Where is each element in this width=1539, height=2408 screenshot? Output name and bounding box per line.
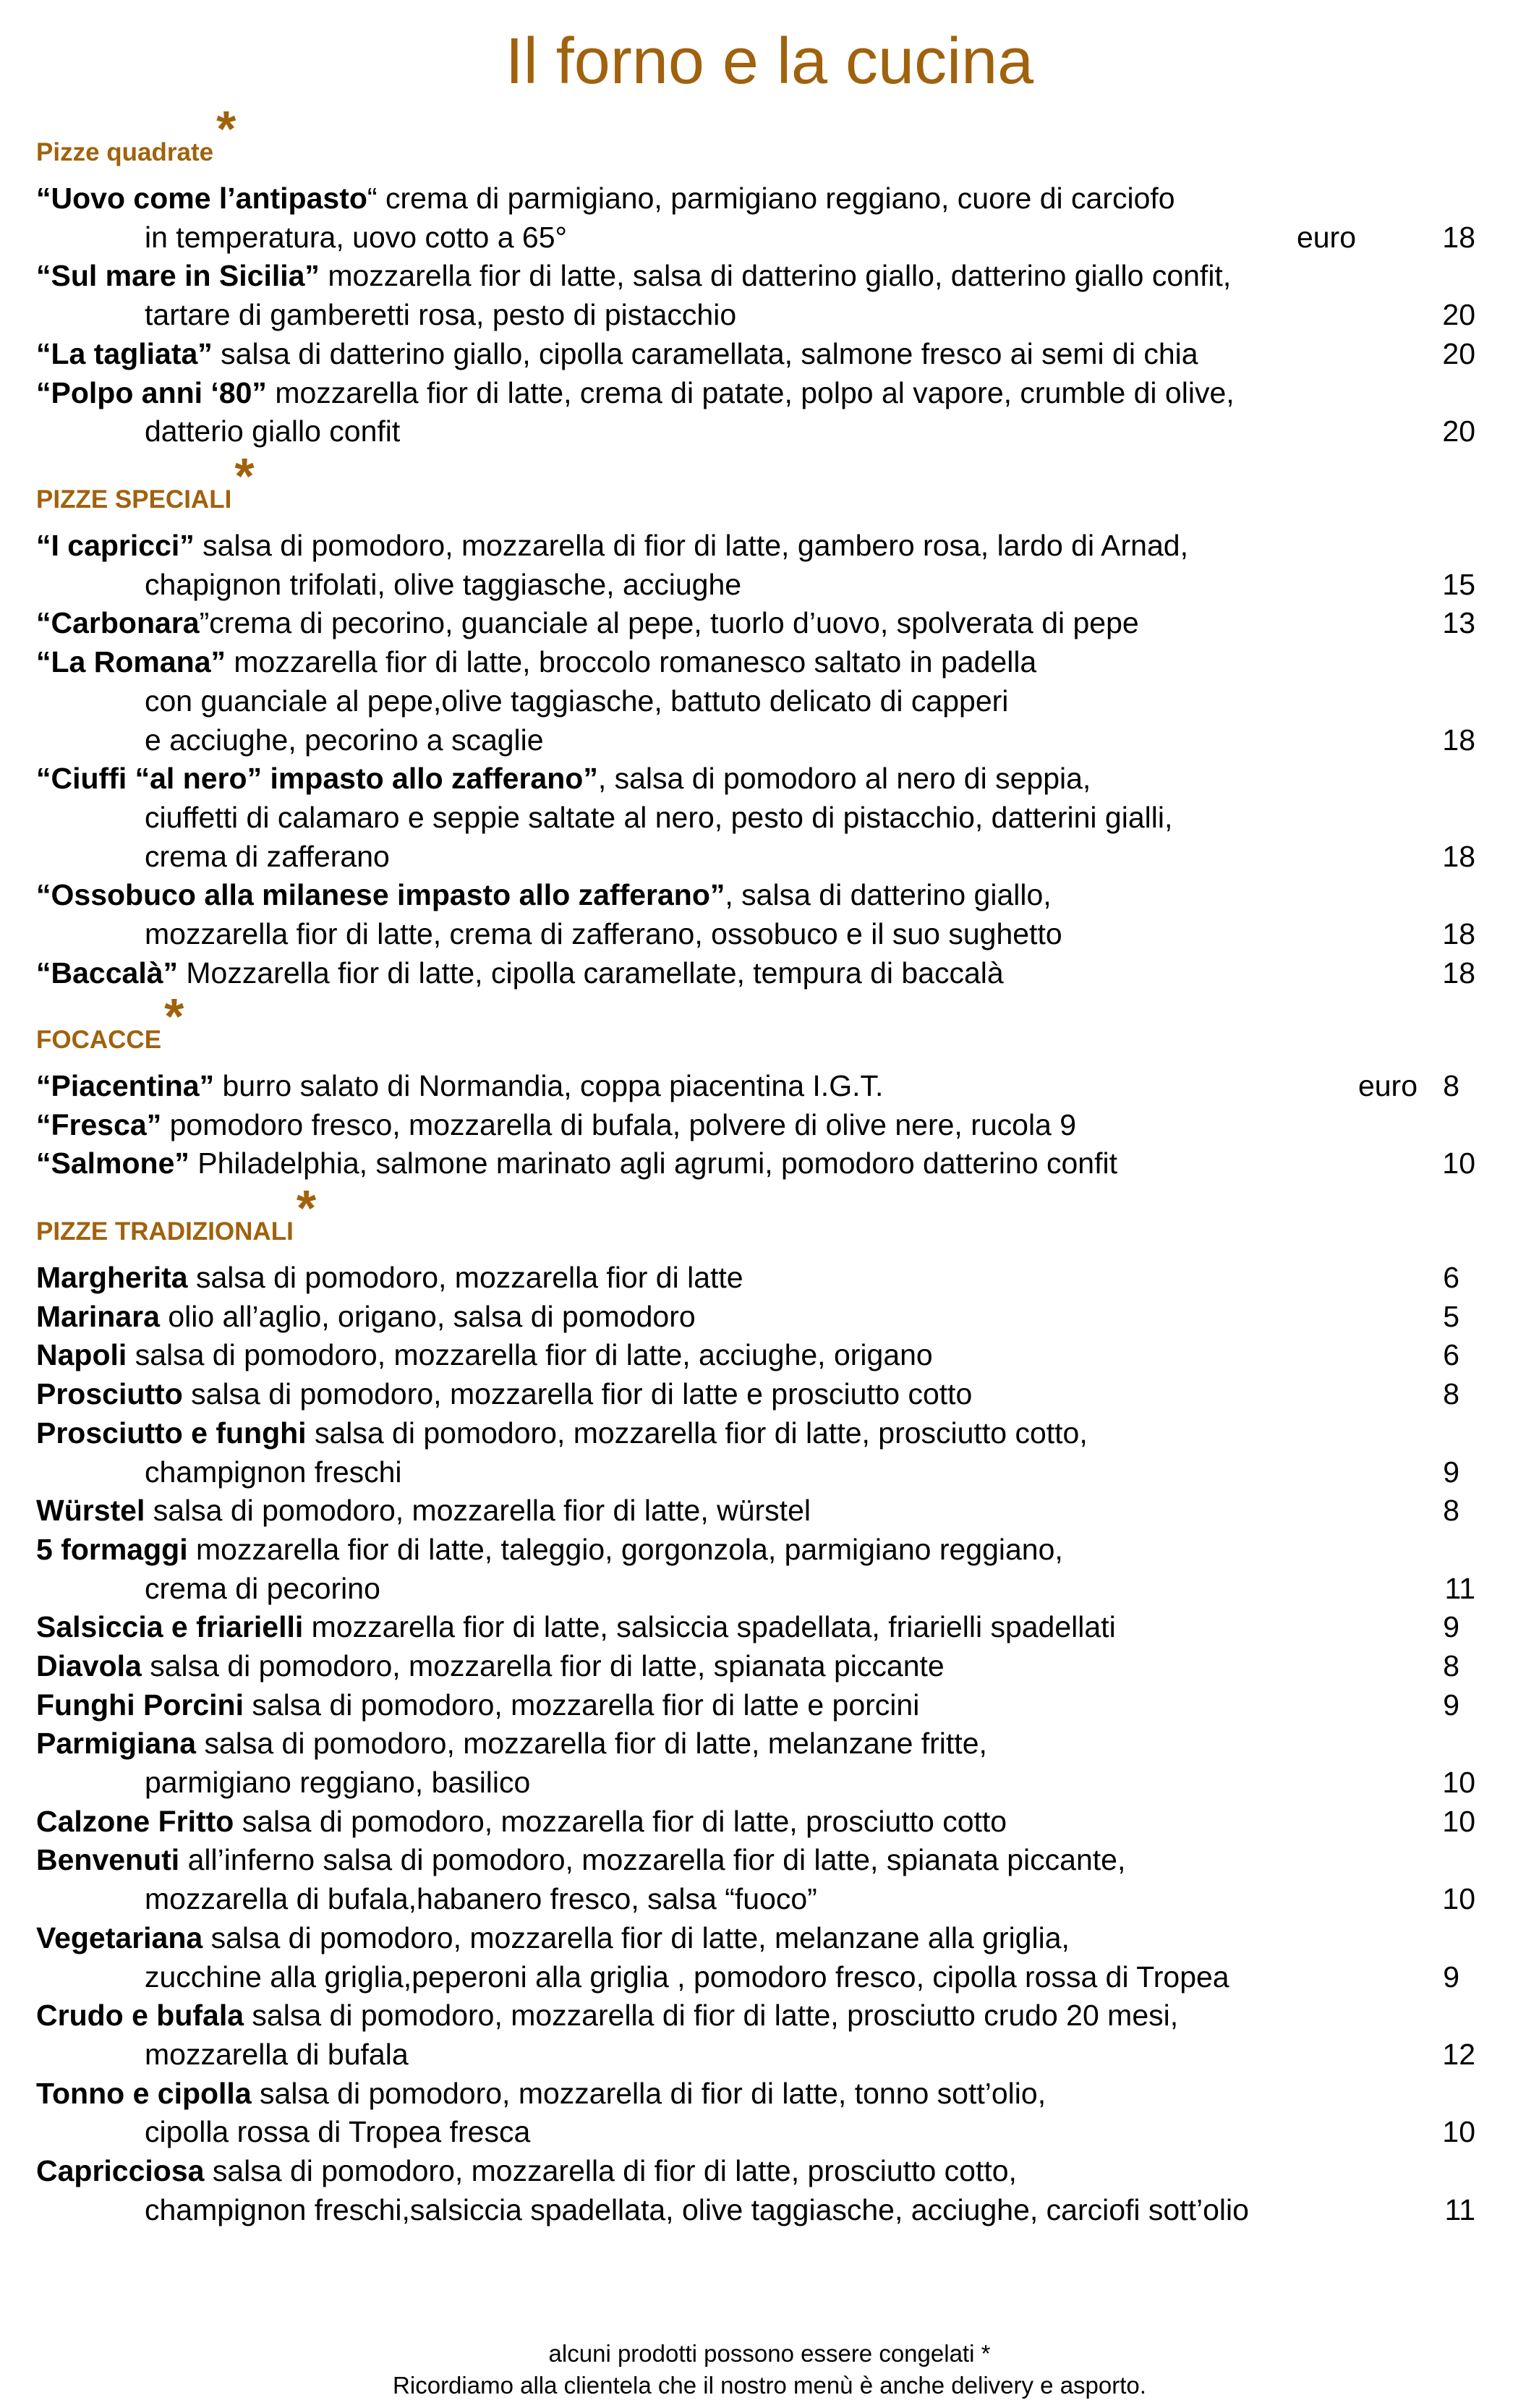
item-name: Prosciutto e funghi <box>36 1416 307 1450</box>
menu-item <box>36 1608 1475 1646</box>
item-description: Mozzarella fior di latte, cipolla caramellate, tempura di baccalà <box>178 956 1004 990</box>
menu-item <box>36 179 1475 217</box>
item-price: 6 <box>1443 1261 1459 1294</box>
item-name: Vegetariana <box>36 1921 203 1954</box>
item-description: pomodoro fresco, mozzarella di bufala, polvere di olive nere, rucola 9 <box>161 1108 1077 1141</box>
item-name: “I capricci” <box>36 529 195 562</box>
item-description: salsa di pomodoro, mozzarella di fior di latte, prosciutto cotto, <box>204 2154 1017 2187</box>
item-description-continued <box>145 2191 1475 2229</box>
item-description-continued <box>145 721 1475 759</box>
continued-text: datterio giallo confit <box>145 414 401 448</box>
continued-text: ciuffetti di calamaro e seppie saltate al nero, pesto di pistacchio, datterini gialli, <box>145 801 1173 834</box>
item-description: olio all’aglio, origano, salsa di pomodoro <box>159 1300 696 1333</box>
section-heading-label: PIZZE SPECIALI <box>36 485 232 514</box>
item-price: 11 <box>1444 1572 1475 1605</box>
item-name: “Ciuffi “al nero” impasto allo zafferano” <box>36 762 598 795</box>
item-description: salsa di pomodoro, mozzarella fior di latte, prosciutto cotto, <box>306 1416 1088 1450</box>
item-description: “ crema di parmigiano, parmigiano reggiano, cuore di carciofo <box>367 182 1175 215</box>
item-description: salsa di pomodoro, mozzarella di fior di latte, prosciutto crudo 20 mesi, <box>244 1999 1179 2032</box>
item-description: salsa di pomodoro, mozzarella di fior di latte, tonno sott’olio, <box>251 2077 1046 2110</box>
item-price: 12 <box>1442 2038 1475 2071</box>
item-price: 20 <box>1442 337 1475 370</box>
item-description: mozzarella fior di latte, salsiccia spadellata, friarielli spadellati <box>303 1610 1116 1643</box>
menu-item <box>36 1414 1475 1452</box>
item-description: salsa di pomodoro, mozzarella fior di latte, würstel <box>145 1494 811 1527</box>
item-name: “Ossobuco alla milanese impasto allo zafferano” <box>36 878 725 911</box>
continued-text: crema di pecorino <box>145 1572 380 1605</box>
item-description-continued <box>145 2113 1475 2150</box>
footer-note-delivery: Ricordiamo alla clientela che il nostro menù è anche delivery e asporto. <box>393 2372 1146 2399</box>
item-description: , salsa di datterino giallo, <box>725 878 1052 911</box>
continued-text: crema di zafferano <box>145 840 390 873</box>
item-description: Philadelphia, salmone marinato agli agrumi, pomodoro datterino confit <box>189 1146 1118 1180</box>
item-description: salsa di pomodoro, mozzarella fior di latte, melanzane alla griglia, <box>202 1921 1070 1954</box>
item-name: “Fresca” <box>36 1108 162 1141</box>
menu-item <box>36 2075 1475 2112</box>
menu-item <box>36 954 1475 992</box>
item-price: 18 <box>1442 840 1475 873</box>
item-name: Tonno e cipolla <box>36 2077 252 2110</box>
menu-item <box>36 604 1475 642</box>
item-name: “La Romana” <box>36 645 226 678</box>
item-price: 13 <box>1442 606 1475 639</box>
menu-item <box>36 760 1475 797</box>
menu-item <box>36 1996 1475 2034</box>
item-name: “Sul mare in Sicilia” <box>36 259 320 292</box>
continued-text: mozzarella fior di latte, crema di zafferano, ossobuco e il suo sughetto <box>145 917 1062 950</box>
item-description: burro salato di Normandia, coppa piacentina I.G.T. <box>214 1069 884 1102</box>
continued-text: chapignon trifolati, olive taggiasche, acciughe <box>145 568 742 601</box>
item-description: mozzarella fior di latte, broccolo romanesco saltato in padella <box>226 645 1037 678</box>
item-price: 10 <box>1442 1146 1475 1180</box>
page-title: Il forno e la cucina <box>505 25 1034 98</box>
item-price: 8 <box>1443 1494 1459 1527</box>
continued-text: con guanciale al pepe,olive taggiasche, battuto delicato di capperi <box>145 684 1009 718</box>
menu-item <box>36 527 1475 564</box>
item-price: 18 <box>1442 723 1475 757</box>
item-name: 5 formaggi <box>36 1533 188 1566</box>
continued-text: mozzarella di bufala <box>145 2038 409 2071</box>
menu-item <box>36 1724 1475 1762</box>
item-description: salsa di pomodoro, mozzarella fior di latte, spianata piccante <box>141 1649 945 1682</box>
item-description: salsa di pomodoro, mozzarella fior di latte, acciughe, origano <box>127 1338 933 1371</box>
item-description-continued <box>145 566 1475 603</box>
item-description: salsa di pomodoro, mozzarella fior di latte <box>187 1261 743 1294</box>
item-price: 20 <box>1442 298 1475 331</box>
item-price: 18 <box>1442 917 1475 950</box>
item-name: Prosciutto <box>36 1377 183 1411</box>
item-description-continued <box>145 2035 1475 2073</box>
continued-text: e acciughe, pecorino a scaglie <box>145 723 544 757</box>
item-price: 5 <box>1443 1300 1459 1333</box>
item-description-continued <box>145 682 1475 720</box>
item-price: 11 <box>1444 2193 1475 2226</box>
menu-item <box>36 1298 1475 1335</box>
menu-item <box>36 1686 1475 1724</box>
item-name: “Polpo anni ‘80” <box>36 376 267 409</box>
item-description: salsa di pomodoro, mozzarella fior di latte e porcini <box>243 1688 920 1722</box>
asterisk-icon: * <box>234 448 255 504</box>
section-heading-label: PIZZE TRADIZIONALI <box>36 1217 294 1246</box>
item-description: mozzarella fior di latte, salsa di datterino giallo, datterino giallo confit, <box>319 259 1232 292</box>
item-description-continued <box>145 799 1475 836</box>
menu-item <box>36 1492 1475 1529</box>
item-name: “Salmone” <box>36 1146 189 1180</box>
item-description: all’inferno salsa di pomodoro, mozzarella fior di latte, spianata piccante, <box>179 1843 1126 1876</box>
item-description-continued <box>145 296 1475 333</box>
item-name: Benvenuti <box>36 1843 180 1876</box>
menu-item <box>36 1144 1475 1182</box>
item-description: salsa di pomodoro, mozzarella fior di latte, prosciutto cotto <box>234 1805 1007 1838</box>
item-description: salsa di pomodoro, mozzarella fior di latte, melanzane fritte, <box>196 1727 987 1760</box>
item-name: “Carbonara <box>36 606 200 639</box>
asterisk-icon: * <box>216 101 236 157</box>
item-price: 9 <box>1443 1455 1459 1489</box>
menu-item <box>36 1531 1475 1568</box>
item-description-continued <box>145 915 1475 953</box>
item-description-continued <box>145 1453 1475 1491</box>
continued-text: champignon freschi,salsiccia spadellata, olive taggiasche, acciughe, carciofi sott’olio <box>145 2193 1249 2226</box>
continued-text: tartare di gamberetti rosa, pesto di pistacchio <box>145 298 737 331</box>
continued-text: parmigiano reggiano, basilico <box>145 1766 531 1799</box>
item-name: Calzone Fritto <box>36 1805 234 1838</box>
item-price: 9 <box>1443 1688 1459 1722</box>
item-price: 8 <box>1443 1069 1459 1102</box>
item-description-continued <box>145 1764 1475 1801</box>
menu-item <box>36 2152 1475 2190</box>
item-name: “Piacentina” <box>36 1069 215 1102</box>
currency-label: euro <box>1296 221 1356 254</box>
section-heading-label: FOCACCE <box>36 1026 162 1054</box>
item-name: “Baccalà” <box>36 956 179 990</box>
menu-item <box>36 257 1475 294</box>
menu-item <box>36 374 1475 412</box>
asterisk-icon: * <box>296 1180 317 1236</box>
item-description: salsa di pomodoro, mozzarella di fior di latte, gambero rosa, lardo di Arnad, <box>194 529 1188 562</box>
item-price: 18 <box>1442 956 1475 990</box>
item-description: salsa di pomodoro, mozzarella fior di latte e prosciutto cotto <box>182 1377 973 1411</box>
item-price: 6 <box>1443 1338 1459 1371</box>
section-heading <box>36 1180 317 1246</box>
menu-item <box>36 876 1475 914</box>
menu-item <box>36 1375 1475 1413</box>
item-name: Würstel <box>36 1494 145 1527</box>
section-heading <box>36 101 236 166</box>
item-price: 10 <box>1442 1766 1475 1799</box>
item-price: 8 <box>1443 1649 1459 1682</box>
item-name: Napoli <box>36 1338 127 1371</box>
menu-item <box>36 335 1475 373</box>
item-price: 15 <box>1442 568 1475 601</box>
item-price: 8 <box>1443 1377 1459 1411</box>
item-price: 10 <box>1442 2115 1475 2148</box>
continued-text: in temperatura, uovo cotto a 65° <box>145 221 567 254</box>
menu-item <box>36 1067 1475 1105</box>
item-name: Parmigiana <box>36 1727 197 1760</box>
section-heading-label: Pizze quadrate <box>36 138 214 166</box>
item-price: 10 <box>1442 1882 1475 1915</box>
item-description: salsa di datterino giallo, cipolla caramellata, salmone fresco ai semi di chia <box>212 337 1198 370</box>
section-heading <box>36 448 255 514</box>
item-price: 20 <box>1442 414 1475 448</box>
menu-item <box>36 1336 1475 1374</box>
item-name: Diavola <box>36 1649 142 1682</box>
continued-text: cipolla rossa di Tropea fresca <box>145 2115 531 2148</box>
currency-label: euro <box>1357 1069 1418 1102</box>
item-name: Capricciosa <box>36 2154 205 2187</box>
item-price: 18 <box>1442 221 1475 254</box>
item-description-continued <box>145 1570 1475 1607</box>
item-description: mozzarella fior di latte, taleggio, gorgonzola, parmigiano reggiano, <box>187 1533 1063 1566</box>
menu-item <box>36 1919 1475 1957</box>
menu-item <box>36 1106 1475 1144</box>
item-name: Crudo e bufala <box>36 1999 244 2032</box>
item-name: “Uovo come l’antipasto <box>36 182 367 215</box>
item-description: ”crema di pecorino, guanciale al pepe, tuorlo d’uovo, spolverata di pepe <box>199 606 1139 639</box>
item-description-continued <box>145 218 1475 256</box>
item-name: Margherita <box>36 1261 188 1294</box>
item-name: Salsiccia e friarielli <box>36 1610 304 1643</box>
menu-item <box>36 643 1475 681</box>
item-description-continued <box>145 1958 1475 1996</box>
footer-note-congelati: alcuni prodotti possono essere congelati * <box>548 2340 991 2367</box>
continued-text: mozzarella di bufala,habanero fresco, salsa “fuoco” <box>145 1882 817 1915</box>
item-description: mozzarella fior di latte, crema di patate, polpo al vapore, crumble di olive, <box>266 376 1235 409</box>
item-description-continued <box>145 412 1475 450</box>
item-description: , salsa di pomodoro al nero di seppia, <box>597 762 1091 795</box>
menu-item <box>36 1803 1475 1840</box>
menu-item <box>36 1647 1475 1685</box>
section-heading <box>36 988 184 1054</box>
continued-text: zucchine alla griglia,peperoni alla griglia , pomodoro fresco, cipolla rossa di Tropea <box>145 1960 1229 1994</box>
item-name: Funghi Porcini <box>36 1688 244 1722</box>
menu-item <box>36 1841 1475 1879</box>
asterisk-icon: * <box>164 988 184 1045</box>
item-price: 9 <box>1443 1960 1459 1994</box>
item-name: Marinara <box>36 1300 160 1333</box>
item-name: “La tagliata” <box>36 337 213 370</box>
menu-item <box>36 1259 1475 1296</box>
item-price: 9 <box>1443 1610 1459 1643</box>
continued-text: champignon freschi <box>145 1455 402 1489</box>
item-price: 10 <box>1442 1805 1475 1838</box>
item-description-continued <box>145 838 1475 875</box>
item-description-continued <box>145 1880 1475 1918</box>
